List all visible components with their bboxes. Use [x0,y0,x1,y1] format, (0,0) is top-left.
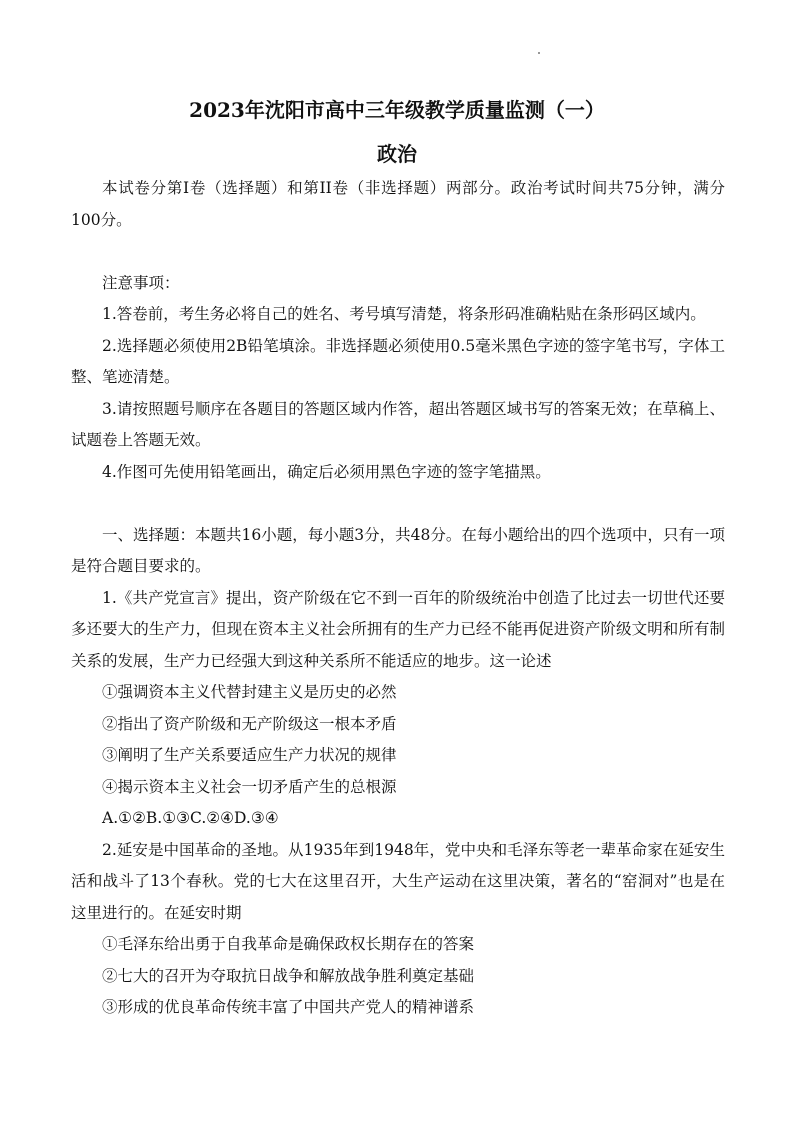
exam-title: 2023年沈阳市高中三年级教学质量监测（一） [189,98,605,122]
question-2-stem: 2.延安是中国革命的圣地。从1935年到1948年，党中央和毛泽东等老一辈革命家在延安生活和战斗了13个春秋。党的七大在这里召开，大生产运动在这里决策，著名的“窑洞对”也是在这里进行的。在延安时期 [71,840,725,922]
notice-heading: 注意事项： [102,273,180,292]
section-instructions: 一、选择题：本题共16小题，每小题3分，共48分。在每小题给出的四个选项中，只有一项是符合题目要求的。 [71,525,725,575]
question-2-statement-3: ③形成的优良革命传统丰富了中国共产党人的精神谱系 [102,998,475,1016]
question-1-stem: 1.《共产党宣言》提出，资产阶级在它不到一百年的阶级统治中创造了比过去一切世代还要多还要大的生产力，但现在资本主义社会所拥有的生产力已经不能再促进资产阶级文明和所有制关系的发展，生产力已经强大到这种关系所不能适应的地步。这一论述 [71,588,725,670]
notice-item-2: 2.选择题必须使用2B铅笔填涂。非选择题必须使用0.5毫米黑色字迹的签字笔书写，字体工整、笔迹清楚。 [71,336,725,386]
question-1-statement-2: ②指出了资产阶级和无产阶级这一根本矛盾 [102,714,397,733]
scan-speck [538,52,540,54]
notice-item-1: 1.答卷前，考生务必将自己的姓名、考号填写清楚，将条形码准确粘贴在条形码区域内。 [102,305,706,323]
question-1-statement-4: ④揭示资本主义社会一切矛盾产生的总根源 [102,777,397,796]
question-1-statement-1: ①强调资本主义代替封建主义是历史的必然 [102,683,397,701]
exam-subject: 政治 [377,142,417,166]
exam-body [71,173,725,1024]
question-2-statement-2: ②七大的召开为夺取抗日战争和解放战争胜利奠定基础 [102,966,475,985]
question-1-statement-3: ③阐明了生产关系要适应生产力状况的规律 [102,746,397,764]
question-2-statement-1: ①毛泽东给出勇于自我革命是确保政权长期存在的答案 [102,935,475,953]
notice-item-4: 4.作图可先使用铅笔画出，确定后必须用黑色字迹的签字笔描黑。 [102,462,551,481]
question-1-choices: A.①②B.①③C.②④D.③④ [102,809,279,827]
spacer [71,488,725,520]
spacer [71,236,725,268]
notice-item-3: 3.请按照题号顺序在各题目的答题区域内作答，超出答题区域书写的答案无效；在草稿上、试题卷上答题无效。 [71,399,725,449]
intro-paragraph: 本试卷分第I卷（选择题）和第II卷（非选择题）两部分。政治考试时间共75分钟，满分100分。 [71,179,725,229]
